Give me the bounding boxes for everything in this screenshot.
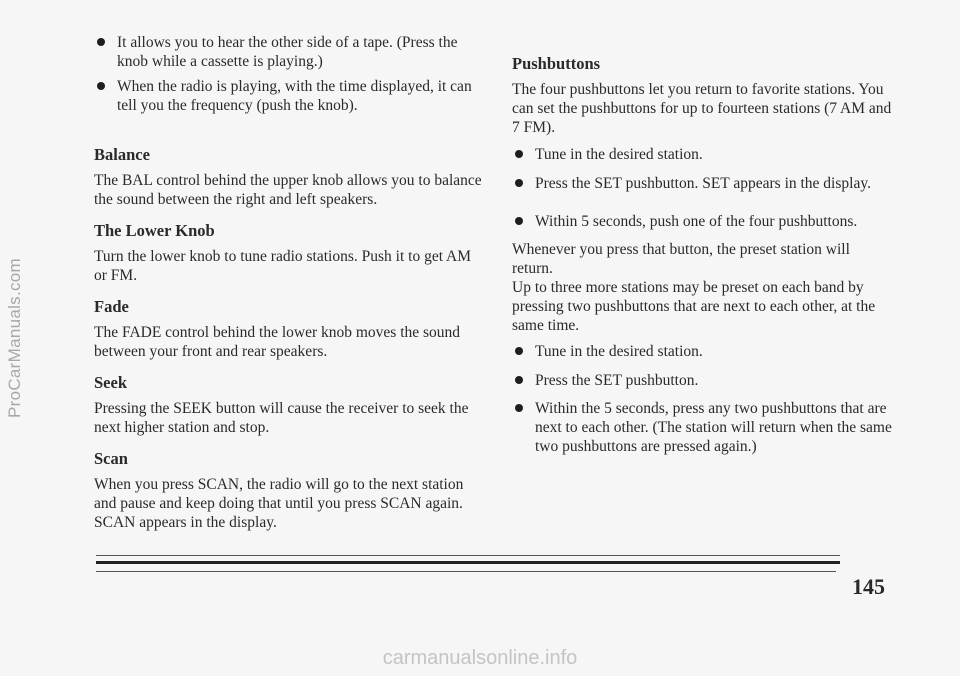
bullet-text: It allows you to hear the other side of a tape. (Press the knob while a cassette is playing.) — [117, 34, 458, 70]
balance-text: The BAL control behind the upper knob allows you to balance the sound between the right and left speakers. — [94, 172, 482, 208]
section-heading-pushbuttons: Pushbuttons — [512, 54, 601, 73]
section-heading-scan: Scan — [94, 449, 128, 468]
page-number: 145 — [852, 574, 885, 599]
footer-rule-top — [96, 555, 840, 556]
list-item — [94, 33, 486, 71]
bullet-text: Within the 5 seconds, press any two pushbuttons that are next to each other. (The station will return when the same two pushbuttons are pressed again.) — [535, 400, 892, 455]
bullet-icon — [515, 404, 523, 412]
bullet-text: Press the SET pushbutton. — [535, 372, 699, 389]
bullet-icon — [97, 38, 105, 46]
list-item — [512, 371, 892, 390]
seek-text: Pressing the SEEK button will cause the receiver to seek the next higher station and stop. — [94, 400, 469, 436]
footer-rule-bottom — [96, 571, 836, 572]
pushbuttons-intro: The four pushbuttons let you return to favorite stations. You can set the pushbuttons for up to fourteen stations (7 AM and 7 FM). — [512, 81, 892, 136]
list-item — [512, 212, 892, 231]
more-presets-text: Up to three more stations may be preset on each band by pressing two pushbuttons that are next to each other, at the same time. — [512, 279, 876, 334]
lower-knob-text: Turn the lower knob to tune radio stations. Push it to get AM or FM. — [94, 248, 472, 284]
bullet-icon — [515, 150, 523, 158]
bullet-text: When the radio is playing, with the time displayed, it can tell you the frequency (push the knob). — [117, 78, 472, 114]
list-item — [512, 145, 892, 164]
list-item — [512, 174, 892, 193]
scan-text: When you press SCAN, the radio will go to the next station and pause and keep doing that until you press SCAN again. SCAN appears in the display. — [94, 476, 464, 531]
side-watermark — [4, 0, 26, 676]
bullet-icon — [515, 347, 523, 355]
section-heading-fade: Fade — [94, 297, 129, 316]
bottom-watermark: carmanualsonline.info — [382, 647, 578, 669]
section-heading-balance: Balance — [94, 145, 150, 164]
bullet-text: Within 5 seconds, push one of the four pushbuttons. — [535, 213, 858, 230]
list-item — [512, 342, 892, 361]
bullet-icon — [515, 376, 523, 384]
preset-return-text: Whenever you press that button, the preset station will return. — [512, 241, 850, 277]
bullet-icon — [515, 217, 523, 225]
list-item — [512, 399, 892, 456]
fade-text: The FADE control behind the lower knob moves the sound between your front and rear speakers. — [94, 324, 461, 360]
section-heading-seek: Seek — [94, 373, 127, 392]
bullet-icon — [97, 82, 105, 90]
bullet-text: Tune in the desired station. — [535, 146, 703, 163]
bullet-text: Tune in the desired station. — [535, 343, 703, 360]
section-heading-lower-knob: The Lower Knob — [94, 221, 215, 240]
bullet-text: Press the SET pushbutton. SET appears in the display. — [535, 175, 871, 192]
side-watermark-text: ProCarManuals.com — [5, 257, 25, 419]
list-item — [94, 77, 486, 115]
footer-rule-middle — [96, 561, 840, 564]
bullet-icon — [515, 179, 523, 187]
